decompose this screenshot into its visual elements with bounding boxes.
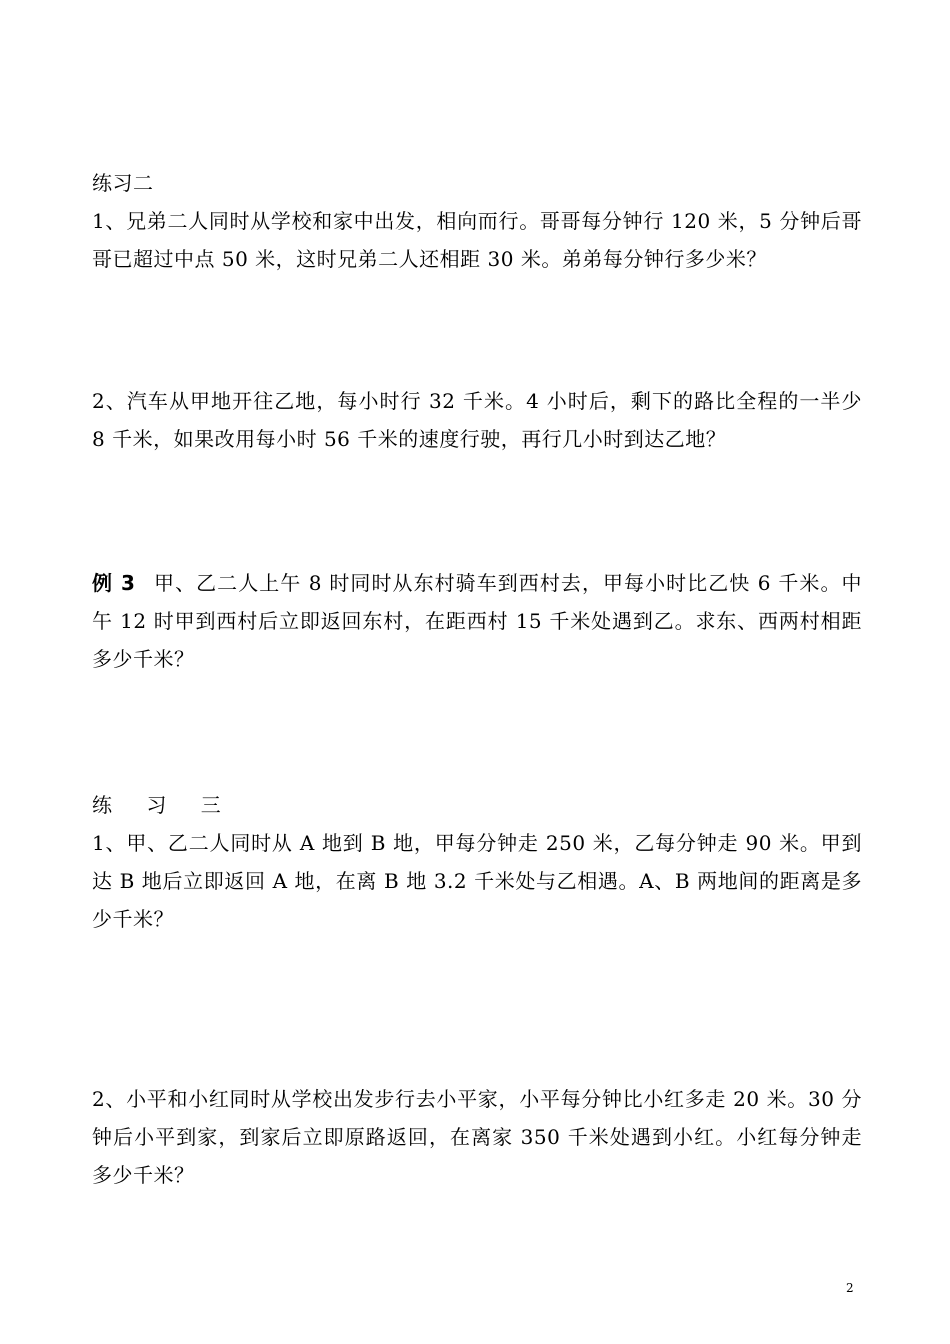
section-practice-two (92, 164, 862, 278)
question-2-block (92, 382, 862, 458)
example-3-block (92, 564, 862, 678)
question-1: 1、甲、乙二人同时从 A 地到 B 地，甲每分钟走 250 米，乙每分钟走 90 米。甲到达 B 地后立即返回 A 地，在离 B 地 3.2 千米处与乙相遇。A、B 两地间的距离是多少千米？ (92, 831, 862, 931)
example-label: 例 3 (92, 571, 136, 595)
section-heading: 练习二 (92, 171, 154, 195)
question-2: 2、汽车从甲地开往乙地，每小时行 32 千米。4 小时后，剩下的路比全程的一半少 8 千米，如果改用每小时 56 千米的速度行驶，再行几小时到达乙地？ (92, 389, 862, 451)
question-1: 1、兄弟二人同时从学校和家中出发，相向而行。哥哥每分钟行 120 米，5 分钟后哥哥已超过中点 50 米，这时兄弟二人还相距 30 米。弟弟每分钟行多少米？ (92, 209, 862, 271)
question-2: 2、小平和小红同时从学校出发步行去小平家，小平每分钟比小红多走 20 米。30 分钟后小平到家，到家后立即原路返回，在离家 350 千米处遇到小红。小红每分钟走多少千米？ (92, 1087, 862, 1187)
page-number: 2 (846, 1281, 854, 1295)
question-2-block (92, 1080, 862, 1194)
section-practice-three (92, 786, 862, 938)
section-heading: 练 习 三 (92, 793, 235, 817)
example-text: 甲、乙二人上午 8 时同时从东村骑车到西村去，甲每小时比乙快 6 千米。中午 12 时甲到西村后立即返回东村，在距西村 15 千米处遇到乙。求东、西两村相距多少千米？ (92, 571, 862, 671)
example-3 (92, 564, 862, 678)
